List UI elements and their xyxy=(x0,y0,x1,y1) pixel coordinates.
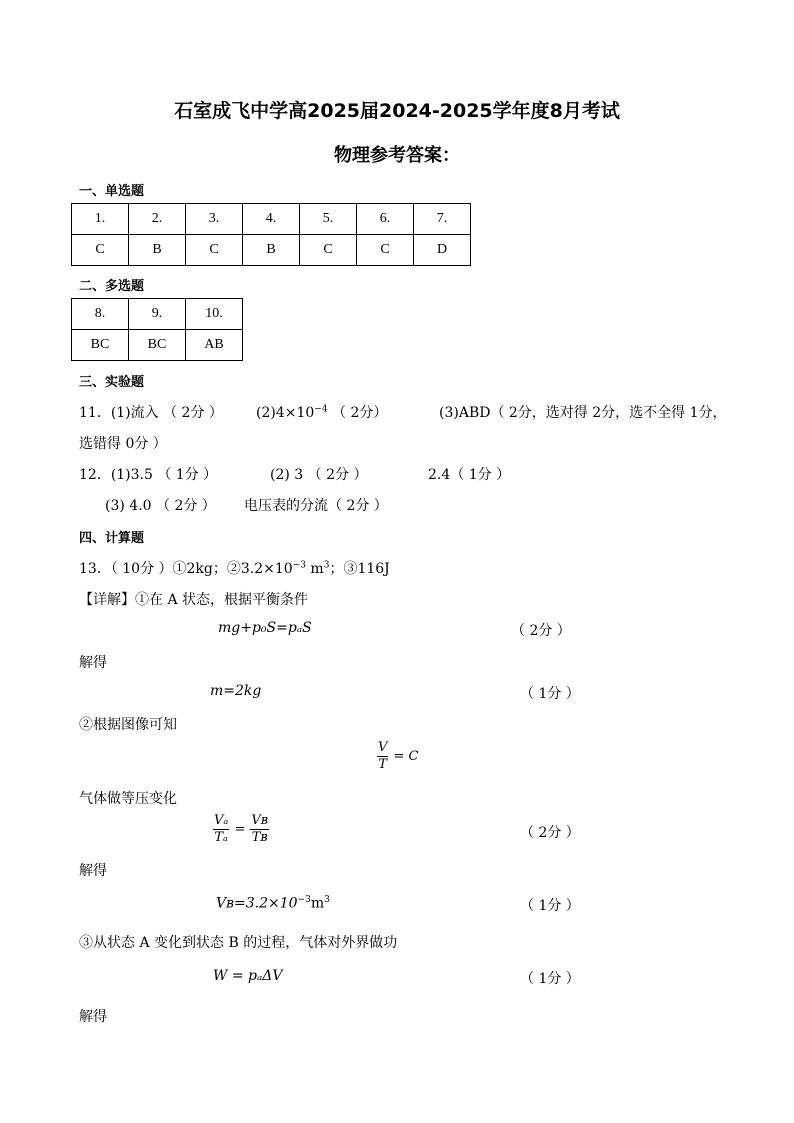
section-calculation: 四、计算题 xyxy=(79,531,145,546)
q11-part2-exponent: −4 xyxy=(314,404,328,415)
q13-answer-exp2: 3 xyxy=(323,560,330,571)
table-cell: C xyxy=(186,235,243,266)
table-cell: 8. xyxy=(72,299,129,330)
table-row xyxy=(72,204,471,235)
fraction-denominator: T xyxy=(378,757,388,772)
equation-3 xyxy=(213,813,269,846)
equation-2: m=2kg xyxy=(210,683,262,699)
table-cell: 3. xyxy=(186,204,243,235)
step-3: ③从状态 A 变化到状态 B 的过程，气体对外界做功 xyxy=(79,935,398,951)
equation-4 xyxy=(216,895,330,912)
table-cell: C xyxy=(72,235,129,266)
table-row xyxy=(72,299,243,330)
q11-part2-base: (2)4×10 xyxy=(256,405,315,421)
section-experiment: 三、实验题 xyxy=(79,375,145,390)
page-subtitle: 物理参考答案： xyxy=(334,145,460,166)
table-cell: B xyxy=(129,235,186,266)
fraction-va-over-ta xyxy=(213,813,229,846)
step-2: ②根据图像可知 xyxy=(79,717,177,733)
q11-part2 xyxy=(256,402,387,422)
equation-2-score: （ 1分 ） xyxy=(520,686,580,702)
fraction-denominator: Tʙ xyxy=(251,830,268,845)
page-title: 石室成飞中学高2025届2024-2025学年度8月考试 xyxy=(174,100,620,122)
q11-part3: (3)ABD（ 2分，选对得 2分，选不全得 1分， xyxy=(439,405,727,421)
solve-label-1: 解得 xyxy=(79,655,107,671)
q13-answer xyxy=(79,558,390,578)
table-cell: B xyxy=(243,235,300,266)
equation-4-score: （ 1分 ） xyxy=(520,898,580,914)
section-single-choice: 一、单选题 xyxy=(79,184,145,199)
equation-4-exp2: 3 xyxy=(324,895,330,905)
table-row xyxy=(72,330,243,361)
q12-part1: 12．(1)3.5 （ 1分 ） xyxy=(79,467,218,483)
q13-answer-unit: m xyxy=(305,561,324,577)
table-cell: 10. xyxy=(186,299,243,330)
equation-5: W = pₐΔV xyxy=(213,968,283,984)
equation-3-score: （ 2分 ） xyxy=(520,825,580,841)
fraction-numerator: Vʙ xyxy=(251,813,269,828)
table-cell: 5. xyxy=(300,204,357,235)
table-cell: 1. xyxy=(72,204,129,235)
table-row xyxy=(72,235,471,266)
equation-5-score: （ 1分 ） xyxy=(520,971,580,987)
fraction-numerator: V xyxy=(378,740,388,755)
fraction-denominator: Tₐ xyxy=(214,830,228,845)
fraction-numerator: Vₐ xyxy=(214,813,229,828)
section-multi-choice: 二、多选题 xyxy=(79,279,145,294)
table-cell: AB xyxy=(186,330,243,361)
fraction-v-over-t xyxy=(377,740,388,773)
q11-part1: 11．(1)流入 （ 2分 ） xyxy=(79,405,223,421)
q11-part3-cont: 选错得 0分 ） xyxy=(79,436,167,452)
equation-4-lhs: Vʙ=3.2×10 xyxy=(216,895,298,912)
equation-4-exp1: −3 xyxy=(297,895,311,905)
fraction-vb-over-tb xyxy=(250,813,269,846)
q11-part2-score: （ 2分） xyxy=(332,405,388,421)
table-cell: BC xyxy=(129,330,186,361)
multi-choice-table xyxy=(71,298,243,361)
single-choice-table xyxy=(71,203,471,266)
table-cell: 9. xyxy=(129,299,186,330)
solve-label-3: 解得 xyxy=(79,1009,107,1025)
q13-answer-part3: ；③116J xyxy=(329,561,390,577)
equation-vt xyxy=(377,740,418,773)
q13-answer-part1: 13．（ 10分 ）①2kg；②3.2×10 xyxy=(79,561,293,577)
q13-answer-exp1: −3 xyxy=(292,560,306,571)
equation-1-score: （ 2分 ） xyxy=(511,623,571,639)
table-cell: 2. xyxy=(129,204,186,235)
equation-rhs: = C xyxy=(393,749,419,764)
table-cell: C xyxy=(357,235,414,266)
isobaric-label: 气体做等压变化 xyxy=(79,791,177,807)
equation-1: mg+p₀S=pₐS xyxy=(218,620,312,636)
q12-part3: (3) 4.0 （ 2分 ） xyxy=(105,498,216,514)
equals-sign: = xyxy=(234,822,246,837)
table-cell: 4. xyxy=(243,204,300,235)
q12-part3b: 电压表的分流（ 2分 ） xyxy=(244,498,388,514)
table-cell: C xyxy=(300,235,357,266)
solve-label-2: 解得 xyxy=(79,863,107,879)
q12-part2b: 2.4（ 1分 ） xyxy=(428,467,511,483)
q12-part2: (2) 3 （ 2分 ） xyxy=(270,467,368,483)
table-cell: 7. xyxy=(414,204,471,235)
table-cell: 6. xyxy=(357,204,414,235)
table-cell: BC xyxy=(72,330,129,361)
equation-4-unit: m xyxy=(310,895,325,912)
q13-detail: 【详解】①在 A 状态，根据平衡条件 xyxy=(79,592,309,608)
table-cell: D xyxy=(414,235,471,266)
